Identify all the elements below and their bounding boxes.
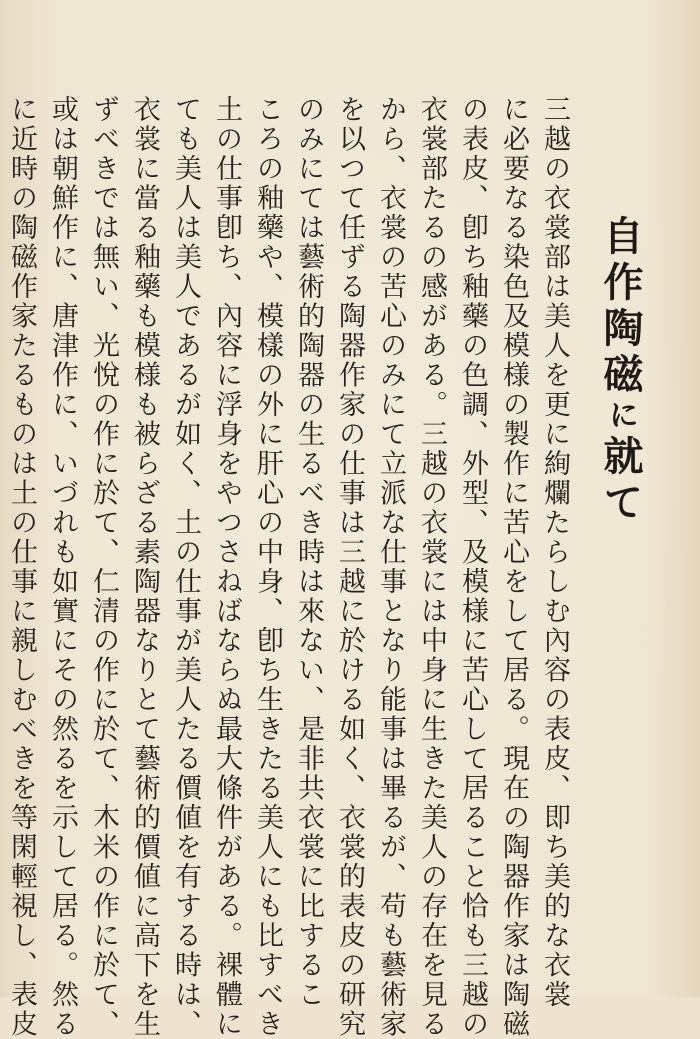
text-column: に必要なる染色及模様の製作に苦心をして居る。現在の陶器作家は陶磁: [498, 95, 529, 1039]
text-column: 衣裳に當る釉藥も模様も被らざる素陶器なりとて藝術的價値に高下を生: [129, 95, 160, 1039]
text-column: ても美人は美人であるが如く、土の仕事が美人たる價値を有する時は、: [170, 95, 201, 1039]
text-column: から、衣裳の苦心のみにて立派な仕事となり能事は畢るが、苟も藝術家: [375, 95, 406, 1039]
text-column: を以つて任ずる陶器作家の仕事は三越に於ける如く、衣裳的表皮の研究: [334, 95, 365, 1039]
text-column: に近時の陶磁作家たるものは土の仕事に親しむべきを等閑輕視し、表皮: [6, 95, 37, 1039]
title-particle: に: [603, 399, 638, 435]
text-column: の表皮、卽ち釉藥の色調、外型、及模様に苦心して居ること恰も三越の: [457, 95, 488, 1039]
text-column: ずべきでは無い、光悅の作に於て、仁清の作に於て、木米の作に於て、: [88, 95, 119, 1039]
text-column: ころの釉藥や、模樣の外に肝心の中身、卽ち生きたる美人にも比すべき: [252, 95, 283, 1039]
text-column: 或は朝鮮作に、唐津作に、いづれも如實にその然るを示して居る。然る: [47, 95, 78, 1039]
article-title: [585, 215, 655, 535]
body-text: [6, 95, 575, 1039]
title-main: 自作陶磁: [597, 215, 644, 399]
text-column: 三越の衣裳部は美人を更に絢爛たらしむ內容の表皮、即ち美的な衣裳: [539, 95, 570, 1010]
text-column: 土の仕事卽ち、內容に浮身をやつさねばならぬ最大條件がある。裸體に: [211, 95, 242, 1039]
text-column: のみにては藝術的陶器の生るべき時は來ない、是非共衣裳に比するこ: [293, 95, 324, 1010]
title-end: 就て: [597, 435, 644, 527]
text-column: 衣裳部たるの感がある。三越の衣裳には中身に生きた美人の存在を見る: [416, 95, 447, 1039]
